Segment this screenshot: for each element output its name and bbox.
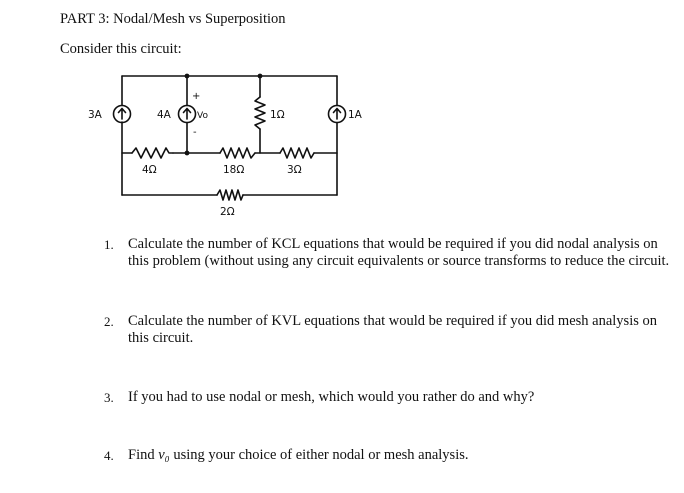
- question-1: [104, 236, 674, 270]
- question-number: 1.: [104, 237, 114, 252]
- label-3ohm: 3Ω: [287, 164, 302, 176]
- section-title: PART 3: Nodal/Mesh vs Superposition: [60, 11, 286, 27]
- resistor-4ohm: [132, 148, 173, 158]
- question-text: Calculate the number of KCL equations that would be required if you did nodal analysis on this problem (without using any circuit equivalents or source transforms to reduce the circuit.: [128, 236, 670, 269]
- node-dot-top: [185, 74, 190, 79]
- question-text: If you had to use nodal or mesh, which would you rather do and why?: [128, 389, 535, 405]
- label-4ohm: 4Ω: [142, 164, 157, 176]
- resistor-3ohm: [280, 148, 314, 158]
- question-3: [104, 389, 674, 406]
- label-2ohm: 2Ω: [220, 206, 235, 218]
- label-plus: +: [192, 91, 201, 102]
- node-dot-mid: [185, 151, 190, 156]
- intro-text: Consider this circuit:: [60, 41, 182, 57]
- question-text: [128, 447, 674, 464]
- label-1a: 1A: [348, 109, 362, 121]
- label-18ohm: 18Ω: [223, 164, 245, 176]
- label-4a: 4A: [157, 109, 171, 121]
- node-dot-top-right: [258, 74, 263, 79]
- label-minus: -: [193, 127, 197, 138]
- question-number: 3.: [104, 390, 114, 405]
- question-text: Calculate the number of KVL equations that would be required if you did mesh analysis on this circuit.: [128, 313, 657, 346]
- resistor-18ohm: [220, 148, 255, 158]
- resistor-1ohm: [255, 97, 265, 129]
- question-number: 4.: [104, 448, 114, 463]
- label-3a: 3A: [88, 109, 102, 121]
- variable-v0: v₀: [158, 447, 170, 463]
- current-source-4a: [179, 106, 196, 123]
- resistor-2ohm: [217, 190, 243, 200]
- question-number: 2.: [104, 314, 114, 329]
- question-text-before: Find: [128, 447, 159, 463]
- circuit-diagram: [80, 72, 380, 222]
- question-2: [104, 313, 674, 347]
- question-4: [104, 447, 674, 464]
- label-vo: Vo: [197, 111, 208, 121]
- label-1ohm: 1Ω: [270, 109, 285, 121]
- question-text-after: using your choice of either nodal or mesh analysis.: [169, 447, 469, 463]
- current-source-3a: [114, 106, 131, 123]
- current-source-1a: [329, 106, 346, 123]
